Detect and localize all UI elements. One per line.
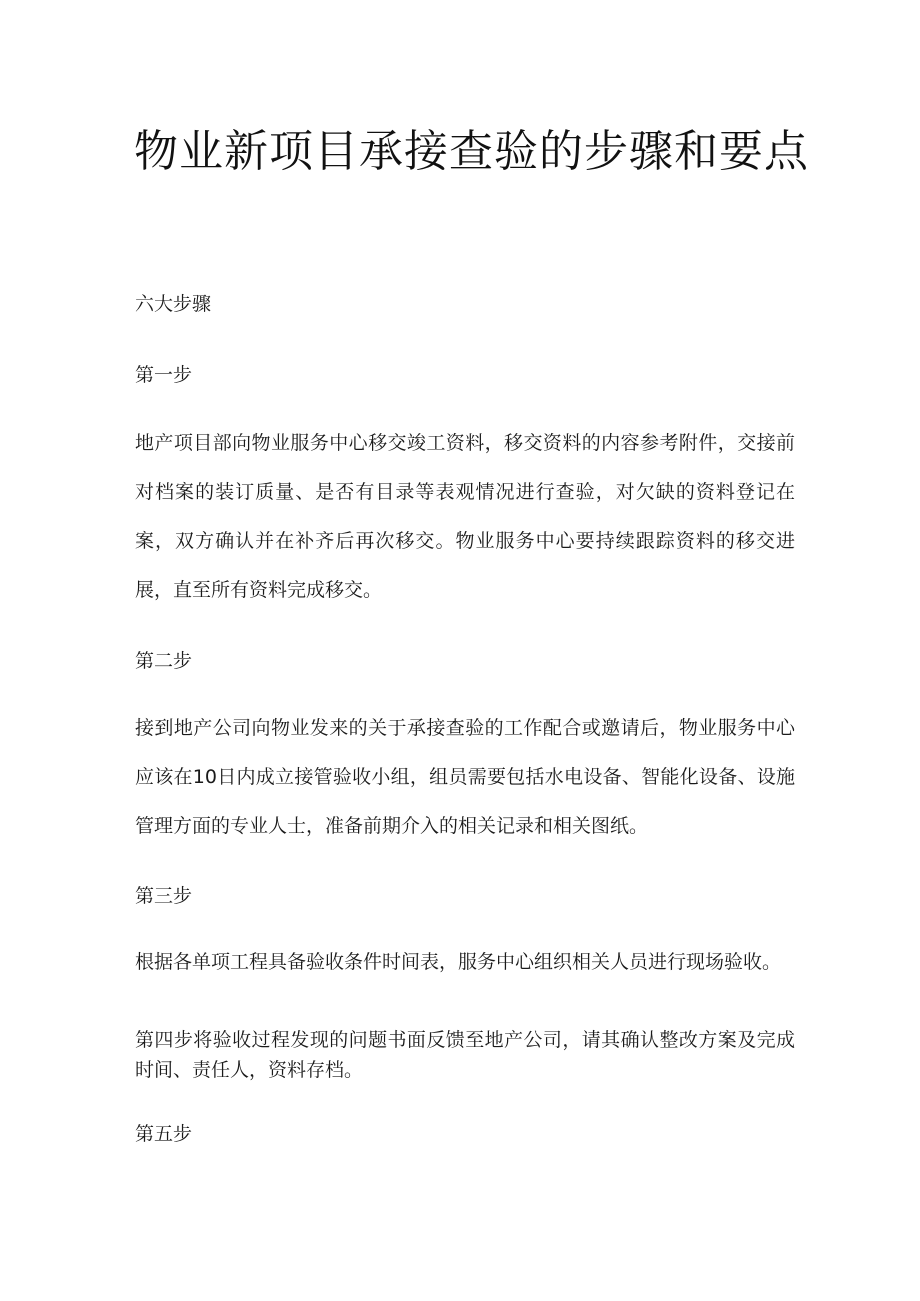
step-1-body: 地产项目部向物业服务中心移交竣工资料，移交资料的内容参考附件，交接前对档案的装订质量、是否有目录等表观情况进行查验，对欠缺的资料登记在案，双方确认并在补齐后再次移交。物业服务中心要持续跟踪资料的移交进展，直至所有资料完成移交。	[135, 432, 795, 601]
step-2-body: 接到地产公司向物业发来的关于承接查验的工作配合或邀请后，物业服务中心应该在10日内成立接管验收小组，组员需要包括水电设备、智能化设备、设施管理方面的专业人士，准备前期介入的相关记录和相关图纸。	[135, 717, 795, 837]
step-5-heading: 第五步	[135, 1123, 193, 1145]
step-1-heading: 第一步	[135, 364, 193, 386]
step-3-heading: 第三步	[135, 885, 193, 907]
step-3-body: 根据各单项工程具备验收条件时间表，服务中心组织相关人员进行现场验收。	[135, 951, 782, 973]
step-4-body: 第四步将验收过程发现的问题书面反馈至地产公司，请其确认整改方案及完成时间、责任人，资料存档。	[135, 1029, 795, 1081]
page-title: 物业新项目承接查验的步骤和要点	[134, 126, 809, 177]
section-heading: 六大步骤	[135, 293, 212, 315]
step-2-heading: 第二步	[135, 650, 193, 672]
